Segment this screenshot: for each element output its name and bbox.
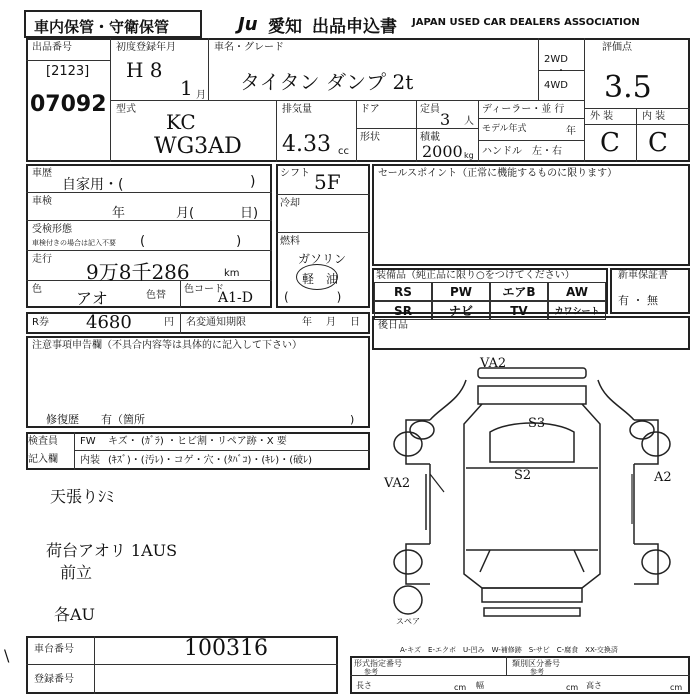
inspector-fw: FW bbox=[80, 436, 96, 447]
name-change-year: 年 bbox=[302, 317, 312, 328]
diagram-mark-a2-right: A2 bbox=[654, 470, 672, 485]
lot-number: 07092 bbox=[30, 92, 107, 117]
repair-label: 修復歴 有（箇所 bbox=[46, 413, 145, 426]
load-label: 積載 bbox=[420, 132, 440, 143]
notes-label: 注意事項申告欄（不具合内容等は具体的に記入して下さい） bbox=[32, 340, 302, 351]
note-mark: \ bbox=[4, 646, 10, 665]
inspector-row2-items: (ｷｽﾞ)・(汚ﾚ)・コゲ・穴・(ﾀﾊﾞｺ)・(ｷﾚ)・(破ﾚ) bbox=[108, 455, 313, 466]
acceptance-paren: ( ) bbox=[140, 234, 242, 249]
color-code-label: 色コード bbox=[184, 284, 224, 295]
equipment-item: ナビ bbox=[432, 301, 490, 320]
interior-label: 内 装 bbox=[642, 111, 666, 122]
equipment-item: SR bbox=[374, 301, 432, 320]
grade-label: 評価点 bbox=[602, 42, 632, 53]
history-label: 車歴 bbox=[32, 168, 52, 179]
name-change-label: 名変通知期限 bbox=[186, 317, 246, 328]
ju-logo: Ju bbox=[238, 14, 258, 35]
first-reg-month-unit: 月 bbox=[196, 90, 206, 101]
diagram-mark-s2: S2 bbox=[514, 468, 532, 483]
equipment-item: カワシート bbox=[548, 301, 606, 320]
fuel-value-2: 軽 油 bbox=[302, 272, 339, 286]
name-change-month: 月 bbox=[326, 317, 336, 328]
car-name-label: 車名・グレード bbox=[214, 42, 284, 53]
diagram-mark-s3: S3 bbox=[528, 416, 546, 431]
drive-dot: ・ bbox=[556, 66, 566, 77]
drive-4wd: 4WD bbox=[544, 80, 568, 91]
cat-label: 類別区分番号 bbox=[512, 659, 560, 668]
sales-point-label: セールスポイント（正常に機能するものに限ります） bbox=[378, 168, 618, 179]
recycle-label: R券 bbox=[32, 317, 49, 328]
history-value: 自家用・( bbox=[62, 177, 124, 193]
new-warranty-value: 有 ・ 無 bbox=[618, 294, 658, 307]
note-line-1: 天張りｼﾐ bbox=[50, 487, 115, 506]
interior-value: C bbox=[648, 128, 668, 158]
displacement-value: 4.33 bbox=[282, 132, 331, 157]
acceptance-label: 受検形態 bbox=[32, 224, 72, 235]
capacity-unit: 人 bbox=[464, 116, 474, 127]
model-value-2: WG3AD bbox=[154, 134, 242, 159]
ref-1: 参考 bbox=[364, 668, 378, 676]
doors-label: ドア bbox=[360, 104, 380, 115]
capacity-label: 定員 bbox=[420, 104, 440, 115]
first-reg-month: 1 bbox=[180, 76, 193, 100]
capacity-value: 3 bbox=[440, 110, 451, 129]
ref-2: 参考 bbox=[530, 668, 544, 676]
color-code-value: A1-D bbox=[218, 290, 253, 306]
handle-label: ハンドル 左・右 bbox=[482, 146, 562, 157]
mileage-unit: km bbox=[224, 268, 240, 279]
new-warranty-label: 新車保証書 bbox=[618, 270, 668, 281]
displacement-label: 排気量 bbox=[282, 104, 312, 115]
inspector-label-1: 検査員 bbox=[28, 436, 58, 447]
recycle-unit: 円 bbox=[164, 317, 174, 328]
height-unit: cm bbox=[670, 683, 683, 692]
height-label: 高さ bbox=[586, 681, 602, 690]
exterior-value: C bbox=[600, 128, 620, 158]
damage-legend: A-キズ E-エクボ U-凹み W-補修跡 S-サビ C-腐食 XX-交換済 bbox=[400, 646, 618, 654]
name-change-day: 日 bbox=[350, 317, 360, 328]
fuel-value-1: ガソリン bbox=[298, 252, 347, 266]
sales-point-block bbox=[372, 164, 690, 266]
repair-close: ) bbox=[350, 413, 355, 426]
shift-label: シフト bbox=[280, 168, 310, 179]
equipment-item: RS bbox=[374, 282, 432, 301]
width-label: 幅 bbox=[476, 681, 484, 690]
mileage-label: 走行 bbox=[32, 254, 52, 265]
length-unit: cm bbox=[454, 683, 467, 692]
grade-value: 3.5 bbox=[604, 70, 652, 105]
equipment-item: エアB bbox=[490, 282, 548, 301]
cooling-label: 冷却 bbox=[280, 198, 300, 209]
inspection-month: 月( bbox=[176, 206, 195, 221]
mileage-value: 9万8千286 bbox=[86, 260, 190, 284]
vehicle-diagram bbox=[370, 350, 690, 650]
shape-label: 形状 bbox=[360, 132, 380, 143]
model-label: 型式 bbox=[116, 104, 136, 115]
load-value: 2000 bbox=[422, 142, 463, 161]
color-value: アオ bbox=[76, 289, 108, 308]
note-line-3: 前立 bbox=[60, 563, 93, 582]
model-year-label: モデル年式 bbox=[482, 124, 527, 134]
model-year-unit: 年 bbox=[566, 126, 576, 137]
inspector-row2-head: 内装 bbox=[80, 455, 100, 466]
chassis-value: 100316 bbox=[184, 636, 268, 661]
lot-sub-number: [2123] bbox=[46, 64, 90, 79]
inspection-year: 年 bbox=[112, 206, 126, 221]
shift-value: 5F bbox=[314, 170, 341, 194]
drive-2wd: 2WD bbox=[544, 54, 568, 65]
recycle-value: 4680 bbox=[86, 312, 132, 333]
diagram-mark-va2-top: VA2 bbox=[480, 356, 507, 371]
inspector-row1-items: キズ・ (ｶﾞﾗ) ・ヒビ割・リペア跡・X 要 bbox=[108, 436, 287, 447]
equipment-item: TV bbox=[490, 301, 548, 320]
note-line-2: 荷台アオリ 1AUS bbox=[46, 541, 178, 560]
model-value-1: KC bbox=[166, 110, 196, 134]
spare-label: スペア bbox=[396, 617, 420, 626]
equipment-label: 装備品（純正品に限り○をつけてください） bbox=[376, 270, 575, 281]
acceptance-note: 車検付きの場合は記入不要 bbox=[32, 239, 116, 247]
equipment-item: AW bbox=[548, 282, 606, 301]
lot-label: 出品番号 bbox=[32, 42, 72, 53]
diagram-mark-va2-left: VA2 bbox=[384, 476, 411, 491]
fuel-paren: ( ) bbox=[284, 290, 342, 304]
stamp-text: 車内保管・守衛保管 bbox=[34, 18, 170, 36]
chassis-label: 車台番号 bbox=[34, 644, 74, 655]
stamp-box bbox=[24, 10, 202, 38]
fuel-label: 燃料 bbox=[280, 236, 300, 247]
form-title: 出品申込書 bbox=[312, 17, 397, 37]
displacement-unit: cc bbox=[338, 146, 349, 157]
cert-label: 形式指定番号 bbox=[354, 659, 402, 668]
association-name: JAPAN USED CAR DEALERS ASSOCIATION bbox=[412, 17, 640, 28]
color-tone-label: 色替 bbox=[146, 290, 166, 301]
dealer-label: ディーラー・並 行 bbox=[482, 104, 565, 115]
equipment-grid bbox=[374, 282, 606, 318]
after-day-block bbox=[372, 316, 690, 350]
color-label: 色 bbox=[32, 284, 42, 295]
length-label: 長さ bbox=[356, 681, 372, 690]
car-name-value: タイタン ダンプ 2t bbox=[240, 70, 414, 94]
inspection-day: 日) bbox=[240, 206, 259, 221]
first-reg-year: H 8 bbox=[126, 58, 163, 82]
inspector-label-2: 記入欄 bbox=[28, 454, 58, 465]
equipment-item: PW bbox=[432, 282, 490, 301]
history-close: ) bbox=[250, 174, 256, 190]
fuel-circle bbox=[296, 264, 338, 290]
width-unit: cm bbox=[566, 683, 579, 692]
exterior-label: 外 装 bbox=[590, 111, 614, 122]
registration-label: 登録番号 bbox=[34, 674, 74, 685]
after-day-label: 後日品 bbox=[378, 320, 408, 331]
load-unit: kg bbox=[464, 151, 474, 160]
note-line-4: 各AU bbox=[54, 605, 96, 624]
inspection-label: 車検 bbox=[32, 196, 52, 207]
logo-text: 愛知 bbox=[268, 17, 302, 37]
first-reg-label: 初度登録年月 bbox=[116, 42, 176, 53]
